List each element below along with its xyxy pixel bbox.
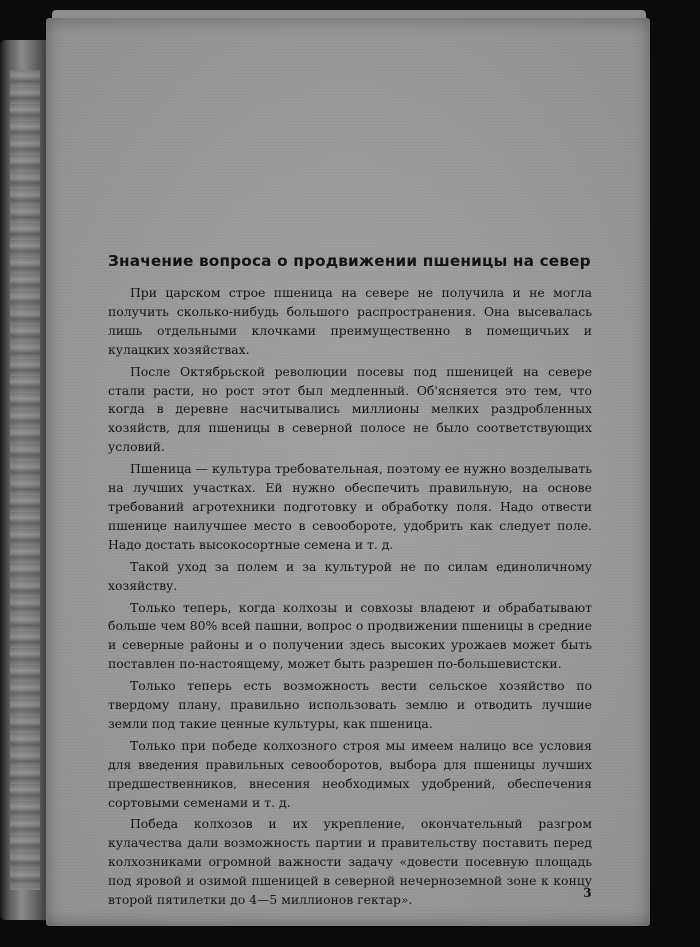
paragraph-8: Победа колхозов и их укрепление, окончательный разгром кулачества дали возможность партии и правительству поставить перед колхозниками огромной важности задачу «довести посевную площадь под яровой и озимой пшеницей в северной нечерноземной зоне к концу второй пятилетки до 4—5 миллионов гектар». (108, 816, 592, 908)
paragraph-5: Только теперь, когда колхозы и совхозы владеют и обрабатывают больше чем 80% всей пашни, вопрос о продвижении пшеницы в средние и северные районы и о получении здесь высоких урожаев может быть поставлен по-настоящему, может быть разрешен по-большевистски. (108, 599, 592, 672)
section-heading: Значение вопроса о продвижении пшеницы на север (108, 252, 591, 270)
page-number: 3 (583, 885, 592, 900)
paragraph-2: После Октябрьской революции посевы под пшеницей на севере стали расти, но рост этот был медленный. Об'ясняется это тем, что когда в деревне насчитывались миллионы мелких раздробленных хозяйств, для пшеницы в северной полосе не было соответствующих условий. (108, 363, 592, 455)
paragraph-3: Пшеница — культура требовательная, поэтому ее нужно возделывать на лучших участках. Ей нужно обеспечить правильную, на основе требований агротехники подготовку и обработку поля. Надо отвести пшенице наилучшее место в севообороте, удобрить как следует поле. Надо достать высокосортные семена и т. д. (108, 461, 592, 552)
page-content (108, 250, 592, 913)
page-edges-stack (10, 70, 40, 890)
paragraph-6: Только теперь есть возможность вести сельское хозяйство по твердому плану, правильно использовать землю и отводить лучшие земли под такие ценные культуры, как пшеница. (108, 678, 592, 731)
paragraph-4: Такой уход за полем и за культурой не по силам единоличному хозяйству. (108, 558, 592, 593)
paragraph-7: Только при победе колхозного строя мы имеем налицо все условия для введения правильных севооборотов, выбора для пшеницы лучших предшественников, внесения необходимых удобрений, обеспечения сортовыми семенами и т. д. (108, 737, 592, 810)
paragraph-1: При царском строе пшеница на севере не получила и не могла получить сколько-нибудь большого распространения. Она высевалась лишь отдельными клочками преимущественно в помещичьих и кулацких хозяйствах. (108, 285, 592, 357)
